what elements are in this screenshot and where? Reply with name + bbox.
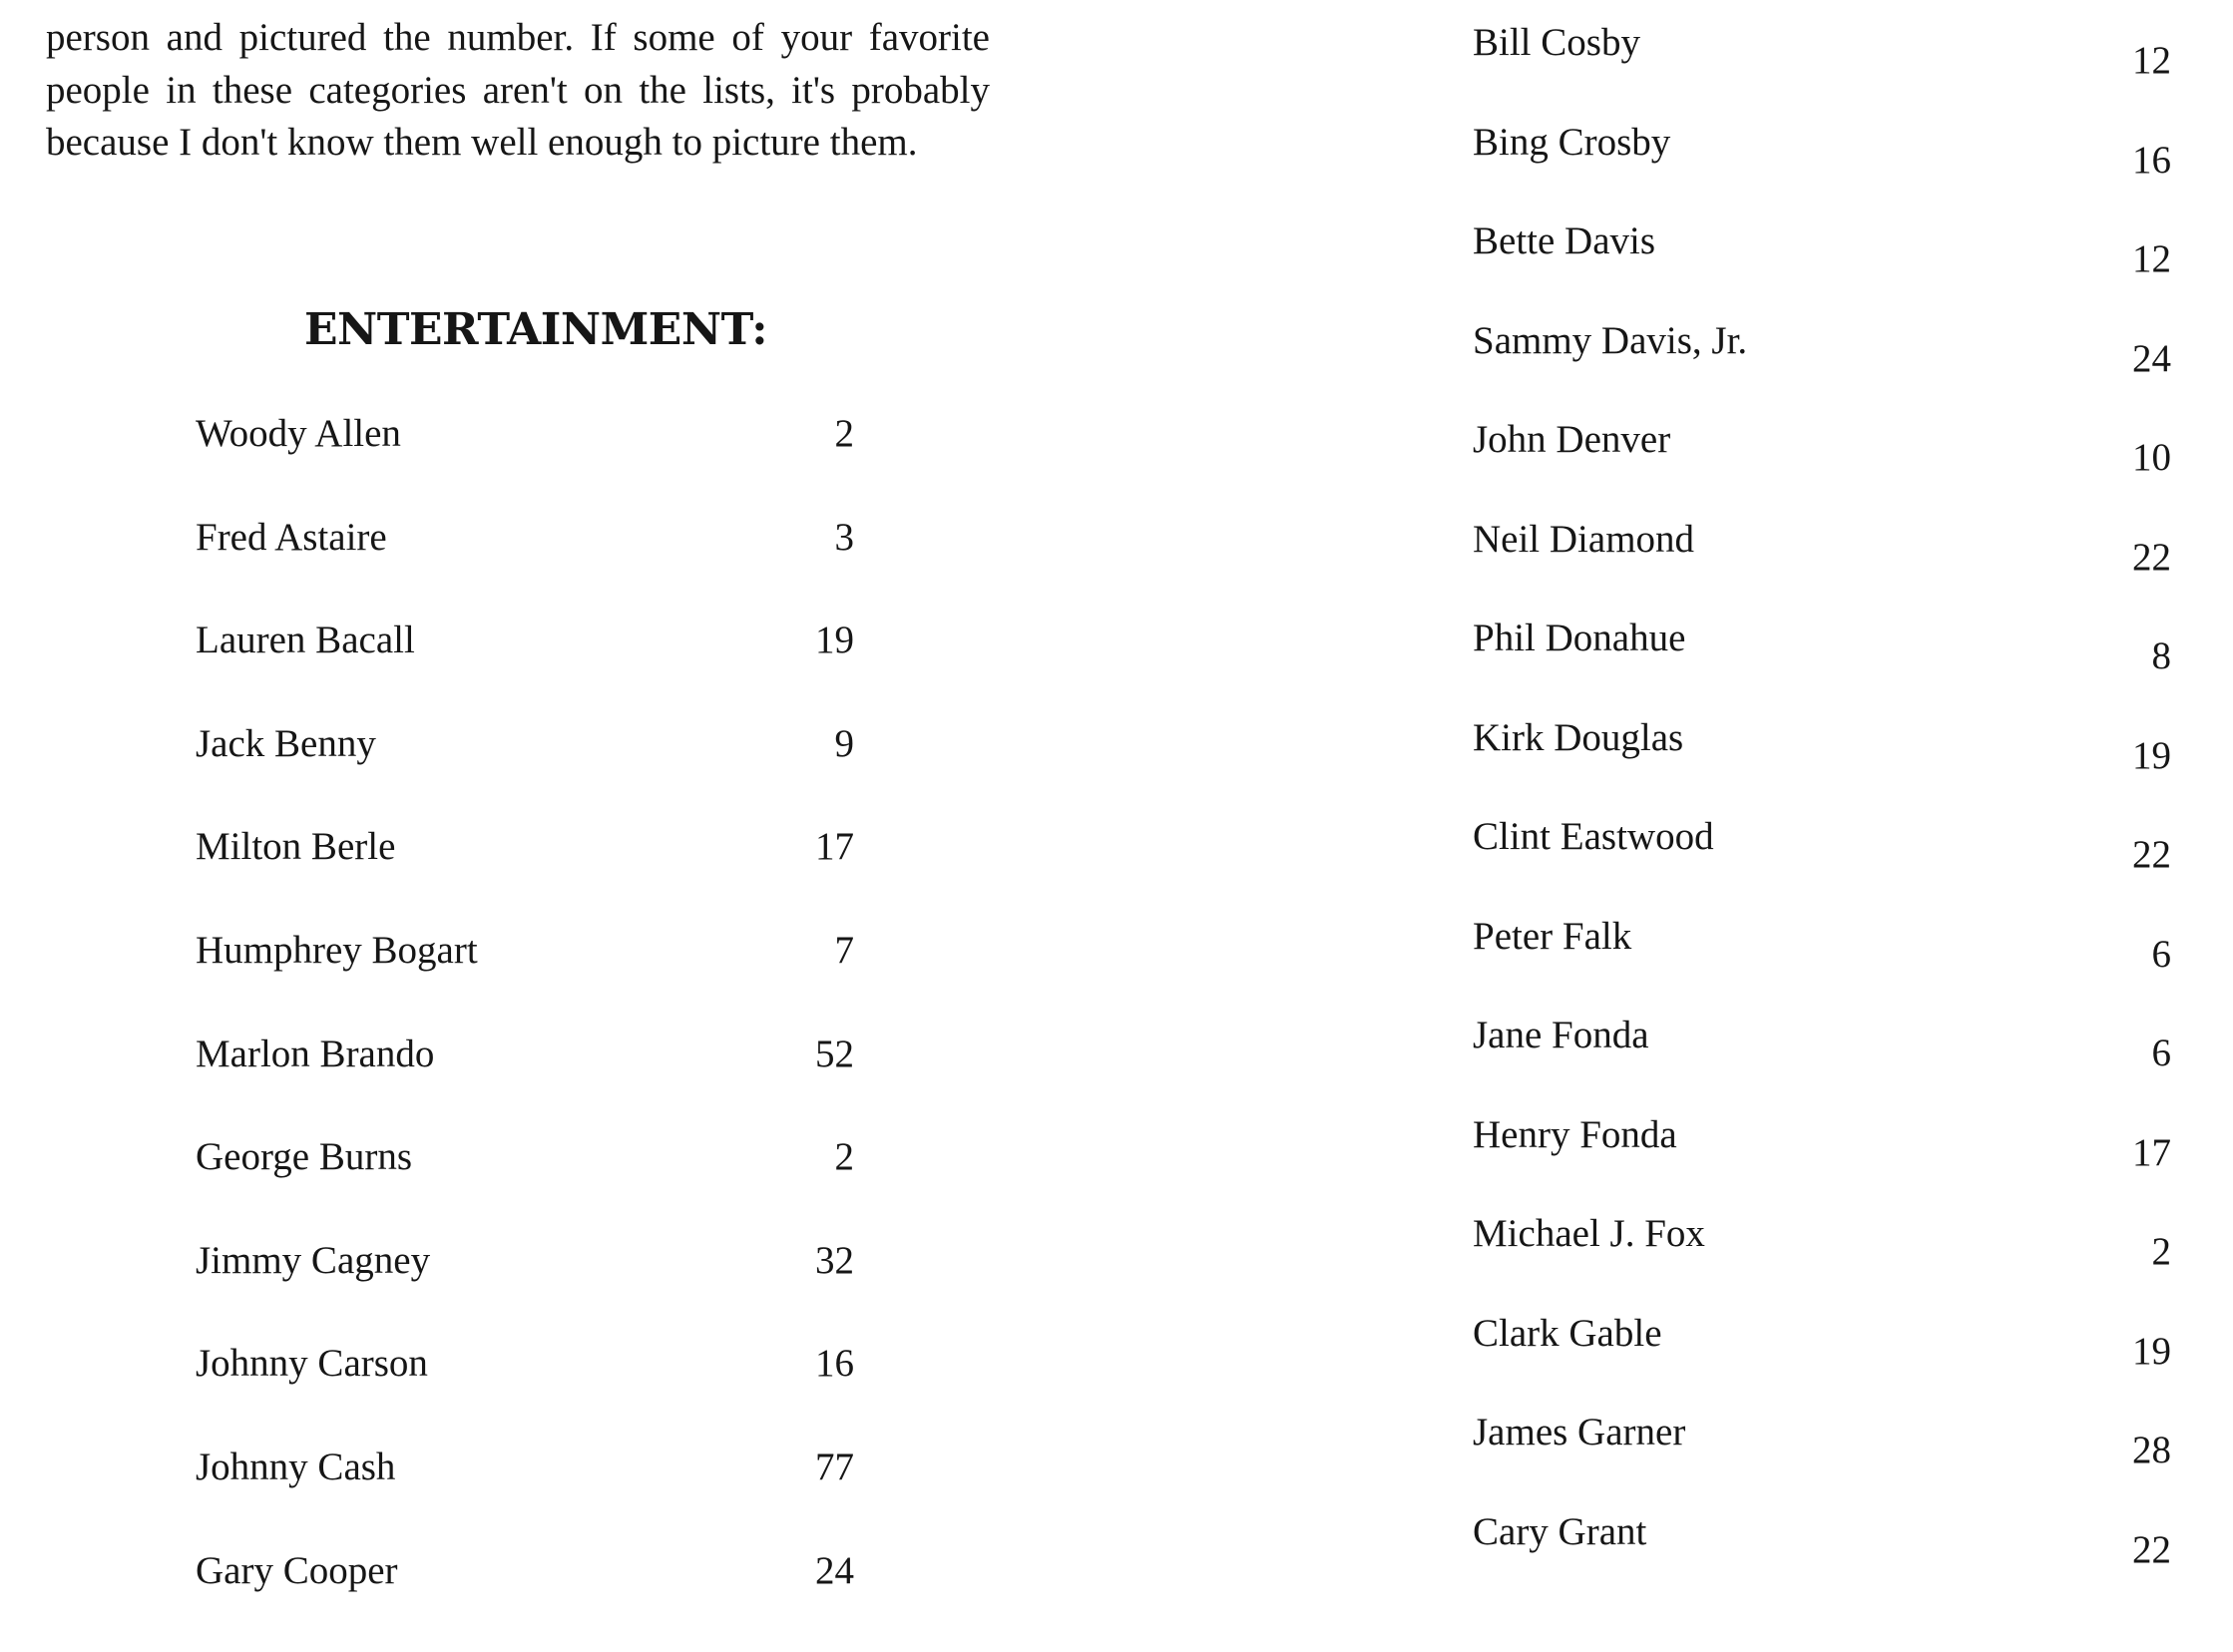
list-item xyxy=(196,1445,854,1548)
person-name: Sammy Davis, Jr. xyxy=(1473,318,1748,362)
person-number: 28 xyxy=(2132,1429,2171,1471)
person-number: 10 xyxy=(2132,436,2171,479)
person-name: James Garner xyxy=(1473,1411,1686,1453)
person-name: Humphrey Bogart xyxy=(196,928,478,972)
list-item xyxy=(1473,120,2171,219)
list-item xyxy=(196,1238,854,1342)
person-name: Johnny Cash xyxy=(196,1445,396,1488)
person-number: 2 xyxy=(2151,1230,2171,1273)
person-name: Bing Crosby xyxy=(1473,120,1671,164)
person-number: 12 xyxy=(2132,237,2171,280)
person-number: 19 xyxy=(2132,733,2171,777)
person-number: 24 xyxy=(2132,336,2171,380)
list-item xyxy=(1473,715,2171,815)
person-name: Peter Falk xyxy=(1473,914,1632,958)
list-item xyxy=(1473,1211,2171,1311)
person-name: Jimmy Cagney xyxy=(196,1238,431,1282)
person-name: Clark Gable xyxy=(1473,1311,1662,1355)
person-name: Henry Fonda xyxy=(1473,1112,1677,1156)
intro-paragraph: person and pictured the number. If some of your favorite people in these categories aren't on the lists, it's probably because I don't know them well enough to picture them. xyxy=(46,16,990,164)
list-item xyxy=(196,824,854,928)
person-name: George Burns xyxy=(196,1135,412,1179)
list-item xyxy=(1473,616,2171,715)
list-item xyxy=(1473,1410,2171,1509)
person-number: 3 xyxy=(834,515,854,559)
entertainment-list-left xyxy=(196,411,854,1651)
person-number: 2 xyxy=(834,1135,854,1179)
list-item xyxy=(1473,417,2171,517)
person-number: 6 xyxy=(2151,1032,2171,1074)
person-number: 17 xyxy=(2132,1130,2171,1174)
person-name: Marlon Brando xyxy=(196,1032,435,1075)
list-item xyxy=(196,411,854,515)
entertainment-list-right xyxy=(1473,20,2171,1608)
person-number: 9 xyxy=(834,721,854,765)
list-item xyxy=(196,928,854,1032)
person-number: 16 xyxy=(815,1342,854,1386)
person-number: 19 xyxy=(2132,1329,2171,1373)
person-number: 8 xyxy=(2151,634,2171,677)
list-item xyxy=(1473,814,2171,914)
list-item xyxy=(196,1341,854,1445)
person-number: 16 xyxy=(2132,138,2171,182)
person-number: 6 xyxy=(2151,932,2171,976)
person-name: Clint Eastwood xyxy=(1473,815,1714,858)
list-item xyxy=(1473,914,2171,1014)
person-name: Bette Davis xyxy=(1473,219,1656,262)
person-name: Neil Diamond xyxy=(1473,517,1695,561)
person-name: Michael J. Fox xyxy=(1473,1212,1705,1255)
person-number: 2 xyxy=(834,412,854,455)
list-item xyxy=(196,721,854,825)
person-number: 19 xyxy=(815,619,854,662)
person-name: Gary Cooper xyxy=(196,1548,398,1592)
list-item xyxy=(196,1134,854,1238)
person-number: 77 xyxy=(815,1445,854,1488)
list-item xyxy=(1473,1013,2171,1112)
person-number: 17 xyxy=(815,825,854,869)
list-item xyxy=(1473,1311,2171,1411)
person-name: Phil Donahue xyxy=(1473,617,1686,659)
list-item xyxy=(196,1548,854,1652)
person-name: Milton Berle xyxy=(196,825,396,869)
person-number: 24 xyxy=(815,1548,854,1592)
list-item xyxy=(1473,1509,2171,1609)
person-name: Jack Benny xyxy=(196,721,376,765)
person-name: Bill Cosby xyxy=(1473,21,1640,64)
person-number: 22 xyxy=(2132,833,2171,876)
person-name: Woody Allen xyxy=(196,412,401,455)
person-number: 22 xyxy=(2132,535,2171,579)
list-item xyxy=(1473,218,2171,318)
list-item xyxy=(196,1032,854,1135)
list-item xyxy=(1473,318,2171,418)
person-number: 22 xyxy=(2132,1527,2171,1571)
list-item xyxy=(196,618,854,721)
section-heading: ENTERTAINMENT: xyxy=(304,304,767,355)
list-item xyxy=(1473,517,2171,617)
person-name: John Denver xyxy=(1473,418,1671,461)
person-number: 52 xyxy=(815,1032,854,1075)
person-name: Jane Fonda xyxy=(1473,1014,1649,1056)
person-name: Fred Astaire xyxy=(196,515,387,559)
person-number: 7 xyxy=(834,928,854,972)
list-item xyxy=(1473,20,2171,120)
person-name: Kirk Douglas xyxy=(1473,715,1684,759)
list-item xyxy=(1473,1112,2171,1212)
list-item xyxy=(196,515,854,619)
person-name: Johnny Carson xyxy=(196,1342,428,1386)
person-name: Lauren Bacall xyxy=(196,619,415,662)
person-number: 32 xyxy=(815,1238,854,1282)
person-name: Cary Grant xyxy=(1473,1509,1647,1553)
person-number: 12 xyxy=(2132,39,2171,82)
